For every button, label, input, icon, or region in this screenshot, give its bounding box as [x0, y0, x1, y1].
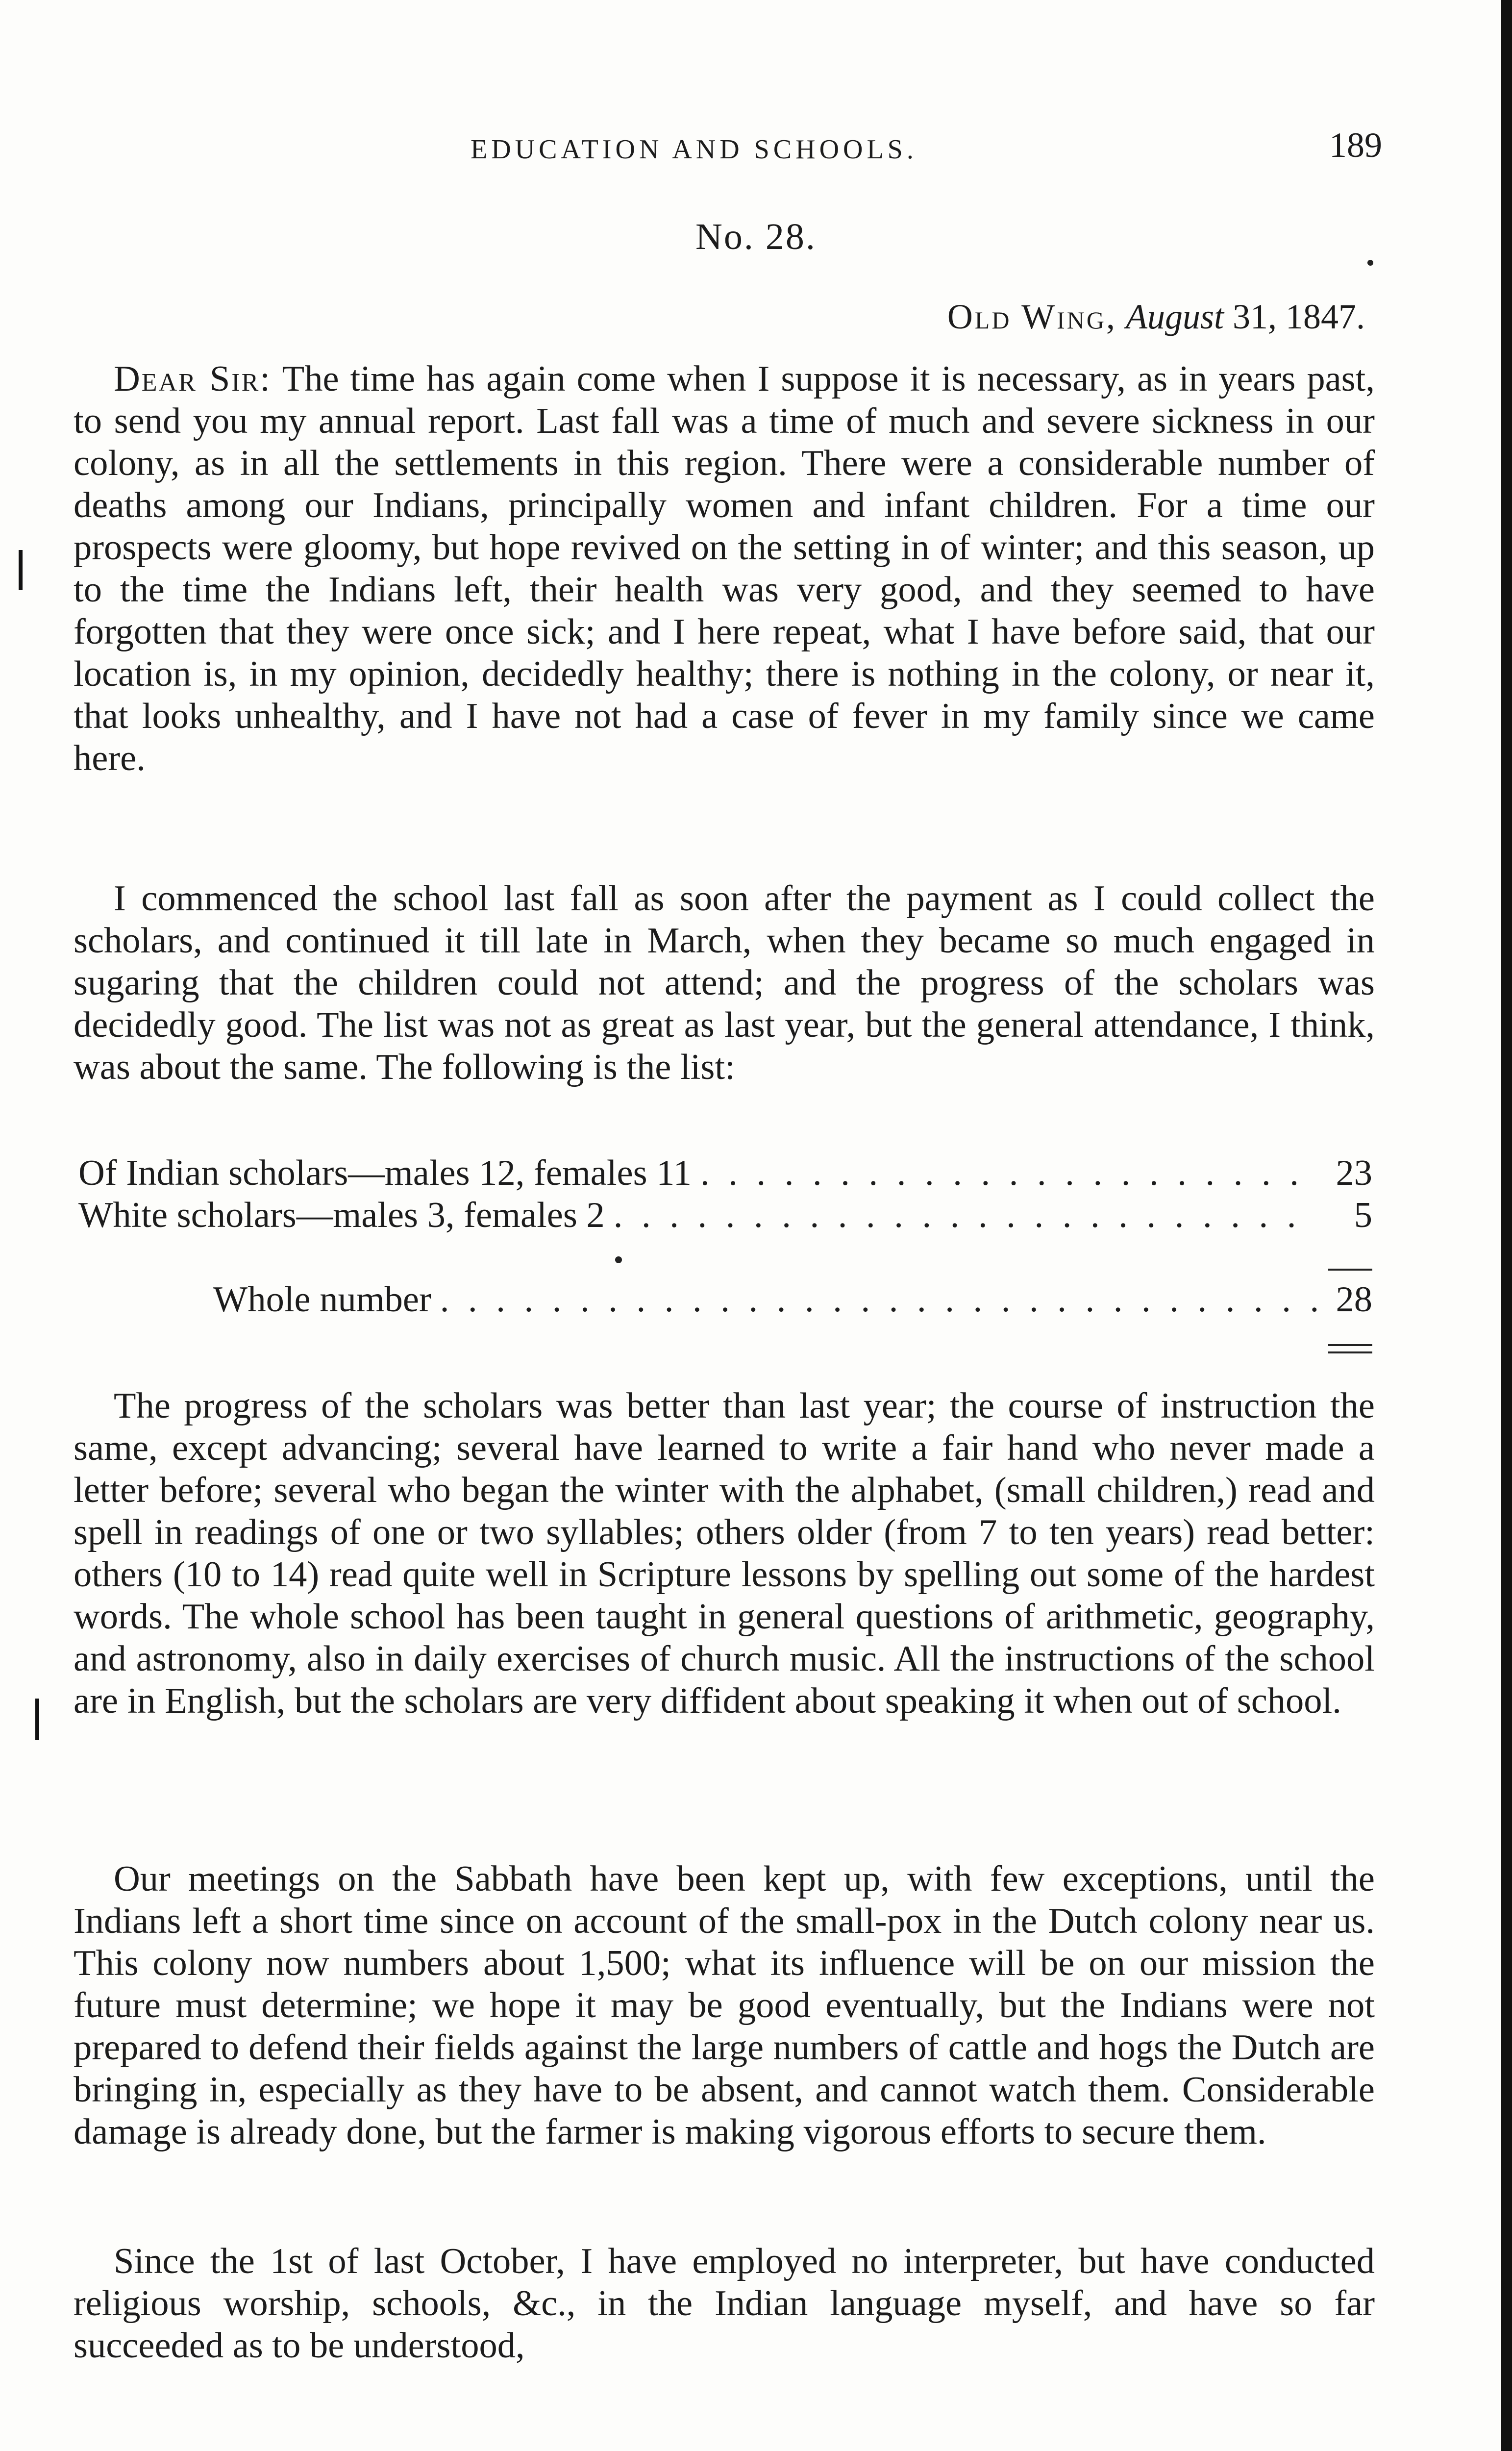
dateline-month: August [1125, 297, 1224, 336]
paragraph-5-text: Since the 1st of last October, I have employed no interpreter, but have conducted religious worship, schools, &c., in the Indian language myself, and have so far succeeded as to be understood, [74, 2241, 1375, 2366]
scholar-list [78, 1152, 1372, 1321]
paragraph-2 [74, 877, 1375, 1088]
total-value: 28 [1336, 1279, 1372, 1320]
paragraph-3-text: The progress of the scholars was better than last year; the course of instruction the same, except advancing; several have learned to write a fair hand who never made a letter before; several who began the winter with the alphabet, (small children,) read and spell in readings of one or two syllables; others older (from 7 to ten years) read better: others (10 to 14) read quite well in Scripture lessons by spelling out some of the hardest words. The whole school has been taught in general questions of arithmetic, geography, and astronomy, also in daily exercises of church music. All the instructions of the school are in English, but the scholars are very diffident about speaking it when out of school. [74, 1386, 1375, 1721]
paragraph-3 [74, 1385, 1375, 1722]
paragraph-2-text: I commenced the school last fall as soon after the payment as I could collect the scholars, and continued it till late in March, when they became so much engaged in sugaring that the children could not attend; and the progress of the scholars was decidedly good. The list was not as great as last year, but the general attendance, I think, was about the same. The following is the list: [74, 878, 1375, 1087]
list-row-label: Of Indian scholars—males 12, females 11 [78, 1153, 692, 1193]
paragraph-4 [74, 1858, 1375, 2153]
stray-dot-mark [1367, 260, 1373, 266]
scan-edge [1501, 0, 1512, 2451]
running-head [74, 125, 1382, 184]
margin-mark [19, 550, 23, 590]
paragraph-1-text: The time has again come when I suppose it is necessary, as in years past, to send you my annual report. Last fall was a time of much and severe sickness in our colony, as in all the settlements in this region. There were a considerable number of deaths among our Indians, principally women and infant children. For a time our prospects were gloomy, but hope revived on the setting in of winter; and this season, up to the time the Indians left, their health was very good, and they seemed to have forgotten that they were once sick; and I here repeat, what I have before said, that our location is, in my opinion, decidedly healthy; there is nothing in the colony, or near it, that looks unhealthy, and I have not had a case of fever in my family since we came here. [74, 359, 1375, 778]
total-double-rule [1328, 1351, 1372, 1353]
salutation: Dear Sir: [114, 359, 272, 399]
leader-dots [440, 1278, 1317, 1321]
paragraph-4-text: Our meetings on the Sabbath have been kept up, with few exceptions, until the Indians left a short time since on account of the small-pox in the Dutch colony near us. This colony now numbers about 1,500; what its influence will be on our mission the future must determine; we hope it may be good eventually, but the Indians were not prepared to defend their fields against the large numbers of cattle and hogs the Dutch are bringing in, especially as they have to be absent, and cannot watch them. Considerable damage is already done, but the farmer is making vigorous efforts to secure them. [74, 1859, 1375, 2152]
total-label: Whole number [213, 1279, 431, 1320]
paragraph-1 [74, 358, 1375, 779]
stray-dot-mark [615, 1256, 622, 1263]
dateline-place: Old Wing, [947, 297, 1117, 336]
list-row [78, 1194, 1372, 1236]
leader-dots [700, 1152, 1317, 1194]
document-number: No. 28. [695, 216, 817, 257]
list-row-label: White scholars—males 3, females 2 [78, 1195, 605, 1235]
dateline-date: 31, 1847. [1224, 297, 1365, 336]
list-row-value: 5 [1354, 1195, 1372, 1235]
leader-dots [614, 1194, 1317, 1236]
dateline [947, 297, 1365, 337]
running-title: EDUCATION AND SCHOOLS. [471, 134, 917, 165]
total-row [78, 1278, 1372, 1321]
total-double-rule [1328, 1344, 1372, 1346]
page-number: 189 [1329, 125, 1382, 165]
list-row [78, 1152, 1372, 1194]
margin-mark [35, 1699, 39, 1740]
paragraph-5 [74, 2240, 1375, 2367]
sum-rule [1328, 1269, 1372, 1271]
list-row-value: 23 [1336, 1153, 1372, 1193]
